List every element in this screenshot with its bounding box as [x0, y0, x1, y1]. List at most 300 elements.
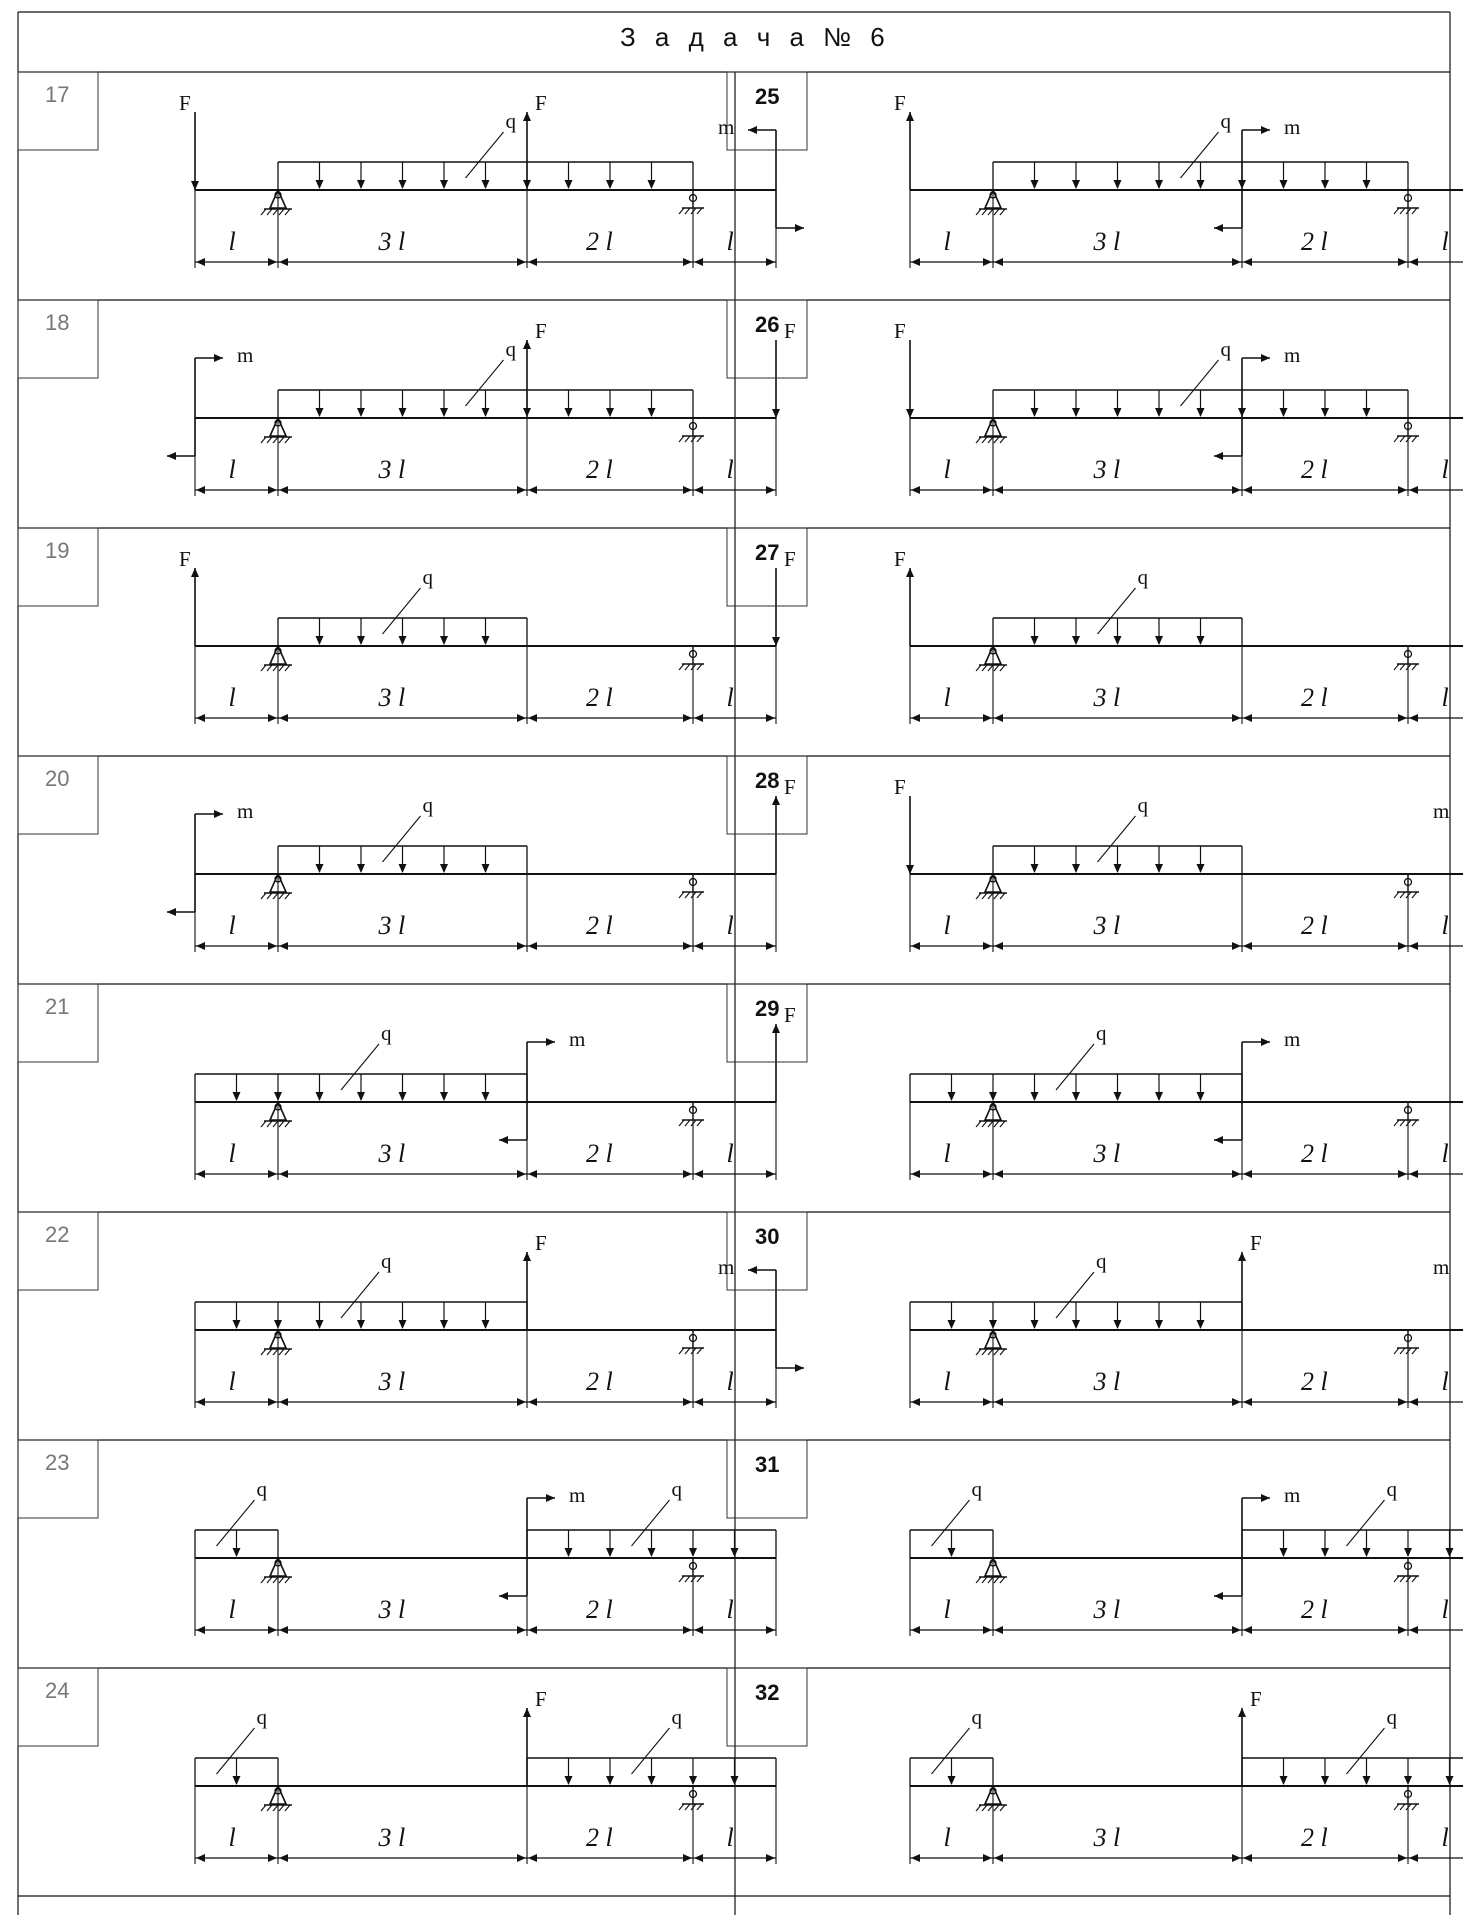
dimension-arrow [196, 1854, 205, 1862]
dimension-label: 2 l [586, 1139, 613, 1168]
dimension-label: l [228, 1367, 236, 1396]
dimension-label: 2 l [586, 227, 613, 256]
load-label: q [1137, 565, 1148, 589]
dimension-arrow [694, 942, 703, 950]
ground-hatch [273, 1805, 278, 1811]
dimension-arrow [983, 486, 992, 494]
dimension-arrow [1232, 258, 1241, 266]
dimension-label: l [726, 1139, 734, 1168]
ground-hatch [988, 209, 993, 215]
ground-hatch [1394, 436, 1399, 442]
distributed-load-head [1155, 1320, 1163, 1329]
distributed-load-head [316, 864, 324, 873]
ground-hatch [1400, 1348, 1405, 1354]
ground-hatch [982, 1577, 987, 1583]
load-leader [341, 1044, 379, 1090]
ground-hatch [261, 437, 266, 443]
dimension-label: l [726, 911, 734, 940]
dimension-arrow [694, 486, 703, 494]
ground-hatch [982, 437, 987, 443]
ground-hatch [285, 665, 290, 671]
load-label: q [671, 1705, 682, 1729]
ground-hatch [285, 893, 290, 899]
moment-label: m [237, 799, 254, 823]
dimension-label: l [1441, 1139, 1449, 1168]
ground-hatch [1412, 1804, 1417, 1810]
force-arrow-head [772, 796, 780, 805]
force-arrow-head [906, 112, 914, 121]
distributed-load-head [606, 408, 614, 417]
moment-arrow-head [499, 1592, 508, 1600]
dimension-arrow [694, 1398, 703, 1406]
dimension-arrow [517, 1170, 526, 1178]
dimension-arrow [1232, 714, 1241, 722]
distributed-load-head [482, 180, 490, 189]
ground-hatch [976, 1577, 981, 1583]
distributed-load-head [482, 636, 490, 645]
ground-hatch [697, 1576, 702, 1582]
ground-hatch [267, 665, 272, 671]
ground-hatch [685, 892, 690, 898]
distributed-load-head [357, 1092, 365, 1101]
distributed-load-head [440, 408, 448, 417]
ground-hatch [685, 664, 690, 670]
dimension-arrow [911, 486, 920, 494]
ground-hatch [982, 893, 987, 899]
dimension-label: l [943, 1595, 951, 1624]
load-leader [383, 816, 421, 862]
ground-hatch [988, 1121, 993, 1127]
load-leader [466, 360, 504, 406]
load-label: q [971, 1705, 982, 1729]
dimension-label: 3 l [1093, 911, 1121, 940]
dimension-arrow [983, 1170, 992, 1178]
distributed-load-head [948, 1776, 956, 1785]
problem-25 [727, 72, 1463, 268]
distributed-load-head [1446, 1776, 1454, 1785]
distributed-load-head [1197, 636, 1205, 645]
problem-19 [18, 528, 796, 724]
ground-hatch [697, 436, 702, 442]
dimension-arrow [1409, 486, 1418, 494]
moment-arrow-head [1214, 1136, 1223, 1144]
load-leader [1056, 1044, 1094, 1090]
force-label: F [179, 547, 191, 571]
dimension-arrow [1243, 1626, 1252, 1634]
dimension-arrow [683, 258, 692, 266]
distributed-load-head [399, 180, 407, 189]
dimension-arrow [1243, 714, 1252, 722]
distributed-load-head [648, 408, 656, 417]
dimension-label: 3 l [1093, 1823, 1121, 1852]
ground-hatch [685, 1120, 690, 1126]
dimension-label: l [726, 1595, 734, 1624]
ground-hatch [285, 437, 290, 443]
ground-hatch [279, 437, 284, 443]
moment-label: m [1433, 799, 1450, 823]
load-leader [217, 1728, 255, 1774]
dimension-label: l [726, 227, 734, 256]
dimension-label: 3 l [1093, 683, 1121, 712]
moment-label: m [1284, 115, 1301, 139]
distributed-load-head [1072, 1320, 1080, 1329]
force-arrow-head [191, 568, 199, 577]
dimension-arrow [528, 258, 537, 266]
ground-hatch [261, 893, 266, 899]
load-leader [932, 1728, 970, 1774]
distributed-load-head [565, 408, 573, 417]
dimension-arrow [279, 258, 288, 266]
problem-32 [727, 1668, 1463, 1864]
distributed-load-head [233, 1092, 241, 1101]
distributed-load-head [440, 1320, 448, 1329]
load-leader [383, 588, 421, 634]
force-label: F [1250, 1687, 1262, 1711]
ground-hatch [994, 1805, 999, 1811]
ground-hatch [267, 209, 272, 215]
dimension-arrow [1243, 486, 1252, 494]
dimension-label: 3 l [378, 683, 406, 712]
ground-hatch [994, 1349, 999, 1355]
ground-hatch [679, 436, 684, 442]
dimension-arrow [196, 942, 205, 950]
ground-hatch [697, 1348, 702, 1354]
force-label: F [784, 319, 796, 343]
ground-hatch [273, 665, 278, 671]
dimension-label: l [726, 1367, 734, 1396]
dimension-arrow [1409, 714, 1418, 722]
ground-hatch [285, 209, 290, 215]
dimension-arrow [994, 714, 1003, 722]
ground-hatch [976, 437, 981, 443]
distributed-load-head [606, 180, 614, 189]
ground-hatch [1394, 1348, 1399, 1354]
distributed-load-head [1155, 1092, 1163, 1101]
distributed-load-head [1072, 864, 1080, 873]
dimension-label: 2 l [1301, 1823, 1328, 1852]
distributed-load-head [1197, 180, 1205, 189]
ground-hatch [273, 1577, 278, 1583]
dimension-arrow [694, 1854, 703, 1862]
dimension-arrow [983, 258, 992, 266]
force-arrow-head [523, 340, 531, 349]
dimension-arrow [911, 1170, 920, 1178]
distributed-load-head [233, 1548, 241, 1557]
distributed-load-head [1072, 180, 1080, 189]
dimension-arrow [1398, 1398, 1407, 1406]
distributed-load-head [357, 636, 365, 645]
force-arrow-head [772, 637, 780, 646]
problem-cells [18, 72, 1463, 1864]
dimension-arrow [683, 1626, 692, 1634]
dimension-label: 2 l [586, 1367, 613, 1396]
load-leader [632, 1500, 670, 1546]
ground-hatch [1000, 437, 1005, 443]
moment-label: m [718, 115, 735, 139]
dimension-arrow [279, 486, 288, 494]
distributed-load-head [1155, 636, 1163, 645]
distributed-load-head [233, 1776, 241, 1785]
load-label: q [1096, 1249, 1107, 1273]
distributed-load-head [440, 180, 448, 189]
ground-hatch [685, 436, 690, 442]
force-arrow-head [772, 409, 780, 418]
dimension-arrow [528, 942, 537, 950]
ground-hatch [279, 1121, 284, 1127]
ground-hatch [685, 1576, 690, 1582]
load-leader [466, 132, 504, 178]
ground-hatch [267, 437, 272, 443]
distributed-load-head [316, 1320, 324, 1329]
problem-30 [727, 1212, 1463, 1408]
ground-hatch [685, 1348, 690, 1354]
distributed-load-head [1321, 180, 1329, 189]
dimension-label: 3 l [378, 1595, 406, 1624]
ground-hatch [994, 893, 999, 899]
force-arrow-head [906, 865, 914, 874]
load-leader [1347, 1728, 1385, 1774]
ground-hatch [285, 1349, 290, 1355]
distributed-load-head [1363, 1548, 1371, 1557]
dimension-label: l [943, 455, 951, 484]
dimension-arrow [279, 1170, 288, 1178]
ground-hatch [976, 1805, 981, 1811]
dimension-label: l [726, 455, 734, 484]
ground-hatch [285, 1121, 290, 1127]
problem-number: 27 [755, 540, 780, 565]
ground-hatch [982, 1349, 987, 1355]
distributed-load-head [1321, 408, 1329, 417]
dimension-arrow [994, 1854, 1003, 1862]
distributed-load-head [689, 1776, 697, 1785]
dimension-label: l [943, 1367, 951, 1396]
dimension-label: l [1441, 455, 1449, 484]
dimension-label: 2 l [586, 911, 613, 940]
problem-number: 19 [45, 538, 70, 563]
distributed-load-head [1114, 180, 1122, 189]
distributed-load-head [948, 1548, 956, 1557]
ground-hatch [988, 437, 993, 443]
dimension-label: 2 l [586, 683, 613, 712]
ground-hatch [982, 665, 987, 671]
dimension-label: 3 l [1093, 1139, 1121, 1168]
load-label: q [256, 1705, 267, 1729]
dimension-label: l [726, 1823, 734, 1852]
distributed-load-head [648, 180, 656, 189]
dimension-arrow [983, 714, 992, 722]
distributed-load-head [1404, 1776, 1412, 1785]
dimension-arrow [1232, 942, 1241, 950]
problem-number: 23 [45, 1450, 70, 1475]
dimension-arrow [694, 258, 703, 266]
distributed-load-head [357, 864, 365, 873]
ground-hatch [279, 1577, 284, 1583]
moment-arrow-head [1261, 1494, 1270, 1502]
problem-number: 28 [755, 768, 780, 793]
dimension-arrow [517, 1854, 526, 1862]
distributed-load-head [1197, 408, 1205, 417]
distributed-load-head [989, 1320, 997, 1329]
dimension-arrow [1398, 258, 1407, 266]
force-arrow-head [1238, 1708, 1246, 1717]
load-leader [1181, 360, 1219, 406]
force-label: F [535, 319, 547, 343]
ground-hatch [1412, 208, 1417, 214]
distributed-load-head [948, 1092, 956, 1101]
distributed-load-head [233, 1320, 241, 1329]
distributed-load-head [399, 408, 407, 417]
moment-arrow-head [167, 452, 176, 460]
dimension-label: l [1441, 1823, 1449, 1852]
dimension-label: l [1441, 683, 1449, 712]
moment-arrow-head [1214, 224, 1223, 232]
load-leader [341, 1272, 379, 1318]
force-label: F [784, 1003, 796, 1027]
load-leader [932, 1500, 970, 1546]
moment-arrow-head [1214, 1592, 1223, 1600]
ground-hatch [1394, 664, 1399, 670]
dimension-arrow [911, 1626, 920, 1634]
distributed-load-head [648, 1776, 656, 1785]
load-leader [1098, 588, 1136, 634]
problem-number: 30 [755, 1224, 780, 1249]
ground-hatch [279, 209, 284, 215]
load-label: q [1137, 793, 1148, 817]
ground-hatch [1412, 1120, 1417, 1126]
dimension-arrow [1409, 1854, 1418, 1862]
ground-hatch [1412, 436, 1417, 442]
dimension-arrow [983, 1398, 992, 1406]
ground-hatch [697, 1804, 702, 1810]
force-arrow-head [523, 1708, 531, 1717]
dimension-label: l [943, 683, 951, 712]
dimension-arrow [683, 942, 692, 950]
ground-hatch [1400, 208, 1405, 214]
problem-31 [727, 1440, 1463, 1636]
distributed-load-head [399, 864, 407, 873]
dimension-arrow [683, 486, 692, 494]
ground-hatch [273, 1121, 278, 1127]
distributed-load-head [1280, 1548, 1288, 1557]
problem-number: 32 [755, 1680, 780, 1705]
ground-hatch [267, 1121, 272, 1127]
distributed-load-head [482, 1320, 490, 1329]
ground-hatch [279, 1349, 284, 1355]
distributed-load-head [1321, 1548, 1329, 1557]
dimension-arrow [1409, 258, 1418, 266]
dimension-arrow [766, 1398, 775, 1406]
dimension-label: 2 l [586, 1595, 613, 1624]
distributed-load-head [1363, 1776, 1371, 1785]
dimension-arrow [1409, 1398, 1418, 1406]
problem-22 [18, 1212, 804, 1408]
dimension-arrow [196, 1398, 205, 1406]
dimension-arrow [1243, 1854, 1252, 1862]
ground-hatch [1000, 1805, 1005, 1811]
force-label: F [894, 91, 906, 115]
ground-hatch [994, 665, 999, 671]
load-label: q [1220, 109, 1231, 133]
dimension-label: l [228, 911, 236, 940]
ground-hatch [1394, 1120, 1399, 1126]
ground-hatch [982, 1121, 987, 1127]
dimension-arrow [279, 942, 288, 950]
ground-hatch [1000, 893, 1005, 899]
problem-27 [727, 528, 1463, 724]
dimension-label: 2 l [1301, 455, 1328, 484]
force-label: F [784, 547, 796, 571]
dimension-label: 2 l [1301, 911, 1328, 940]
ground-hatch [261, 1121, 266, 1127]
moment-label: m [718, 1255, 735, 1279]
ground-hatch [285, 1577, 290, 1583]
ground-hatch [1000, 665, 1005, 671]
dimension-arrow [1409, 942, 1418, 950]
moment-arrow-head [546, 1494, 555, 1502]
moment-arrow-head [1214, 452, 1223, 460]
dimension-label: 2 l [1301, 1139, 1328, 1168]
ground-hatch [267, 1805, 272, 1811]
ground-hatch [982, 1805, 987, 1811]
ground-hatch [1412, 664, 1417, 670]
distributed-load-head [440, 1092, 448, 1101]
distributed-load-head [1031, 180, 1039, 189]
dimension-arrow [517, 942, 526, 950]
ground-hatch [988, 1577, 993, 1583]
distributed-load-head [1280, 180, 1288, 189]
dimension-arrow [279, 1854, 288, 1862]
ground-hatch [685, 208, 690, 214]
dimension-arrow [268, 942, 277, 950]
ground-hatch [261, 665, 266, 671]
distributed-load-head [1031, 408, 1039, 417]
dimension-arrow [1243, 258, 1252, 266]
force-label: F [179, 91, 191, 115]
dimension-arrow [1243, 1170, 1252, 1178]
problem-number: 22 [45, 1222, 70, 1247]
dimension-arrow [994, 1626, 1003, 1634]
problem-24 [18, 1668, 776, 1864]
dimension-arrow [528, 486, 537, 494]
distributed-load-head [440, 636, 448, 645]
dimension-label: l [943, 911, 951, 940]
ground-hatch [988, 1805, 993, 1811]
problem-number: 17 [45, 82, 70, 107]
distributed-load-head [648, 1548, 656, 1557]
ground-hatch [976, 665, 981, 671]
dimension-arrow [766, 1170, 775, 1178]
dimension-label: 2 l [586, 455, 613, 484]
dimension-label: l [228, 455, 236, 484]
ground-hatch [267, 1349, 272, 1355]
dimension-label: 3 l [1093, 455, 1121, 484]
moment-label: m [1433, 1255, 1450, 1279]
dimension-arrow [683, 1398, 692, 1406]
distributed-load-head [731, 1548, 739, 1557]
distributed-load-head [565, 180, 573, 189]
ground-hatch [976, 893, 981, 899]
ground-hatch [273, 209, 278, 215]
dimension-arrow [983, 1854, 992, 1862]
dimension-arrow [1409, 1626, 1418, 1634]
moment-arrow-head [167, 908, 176, 916]
dimension-label: l [943, 1139, 951, 1168]
distributed-load-head [1114, 408, 1122, 417]
distributed-load-head [1072, 1092, 1080, 1101]
dimension-label: 2 l [1301, 683, 1328, 712]
ground-hatch [1412, 1576, 1417, 1582]
ground-hatch [261, 1577, 266, 1583]
